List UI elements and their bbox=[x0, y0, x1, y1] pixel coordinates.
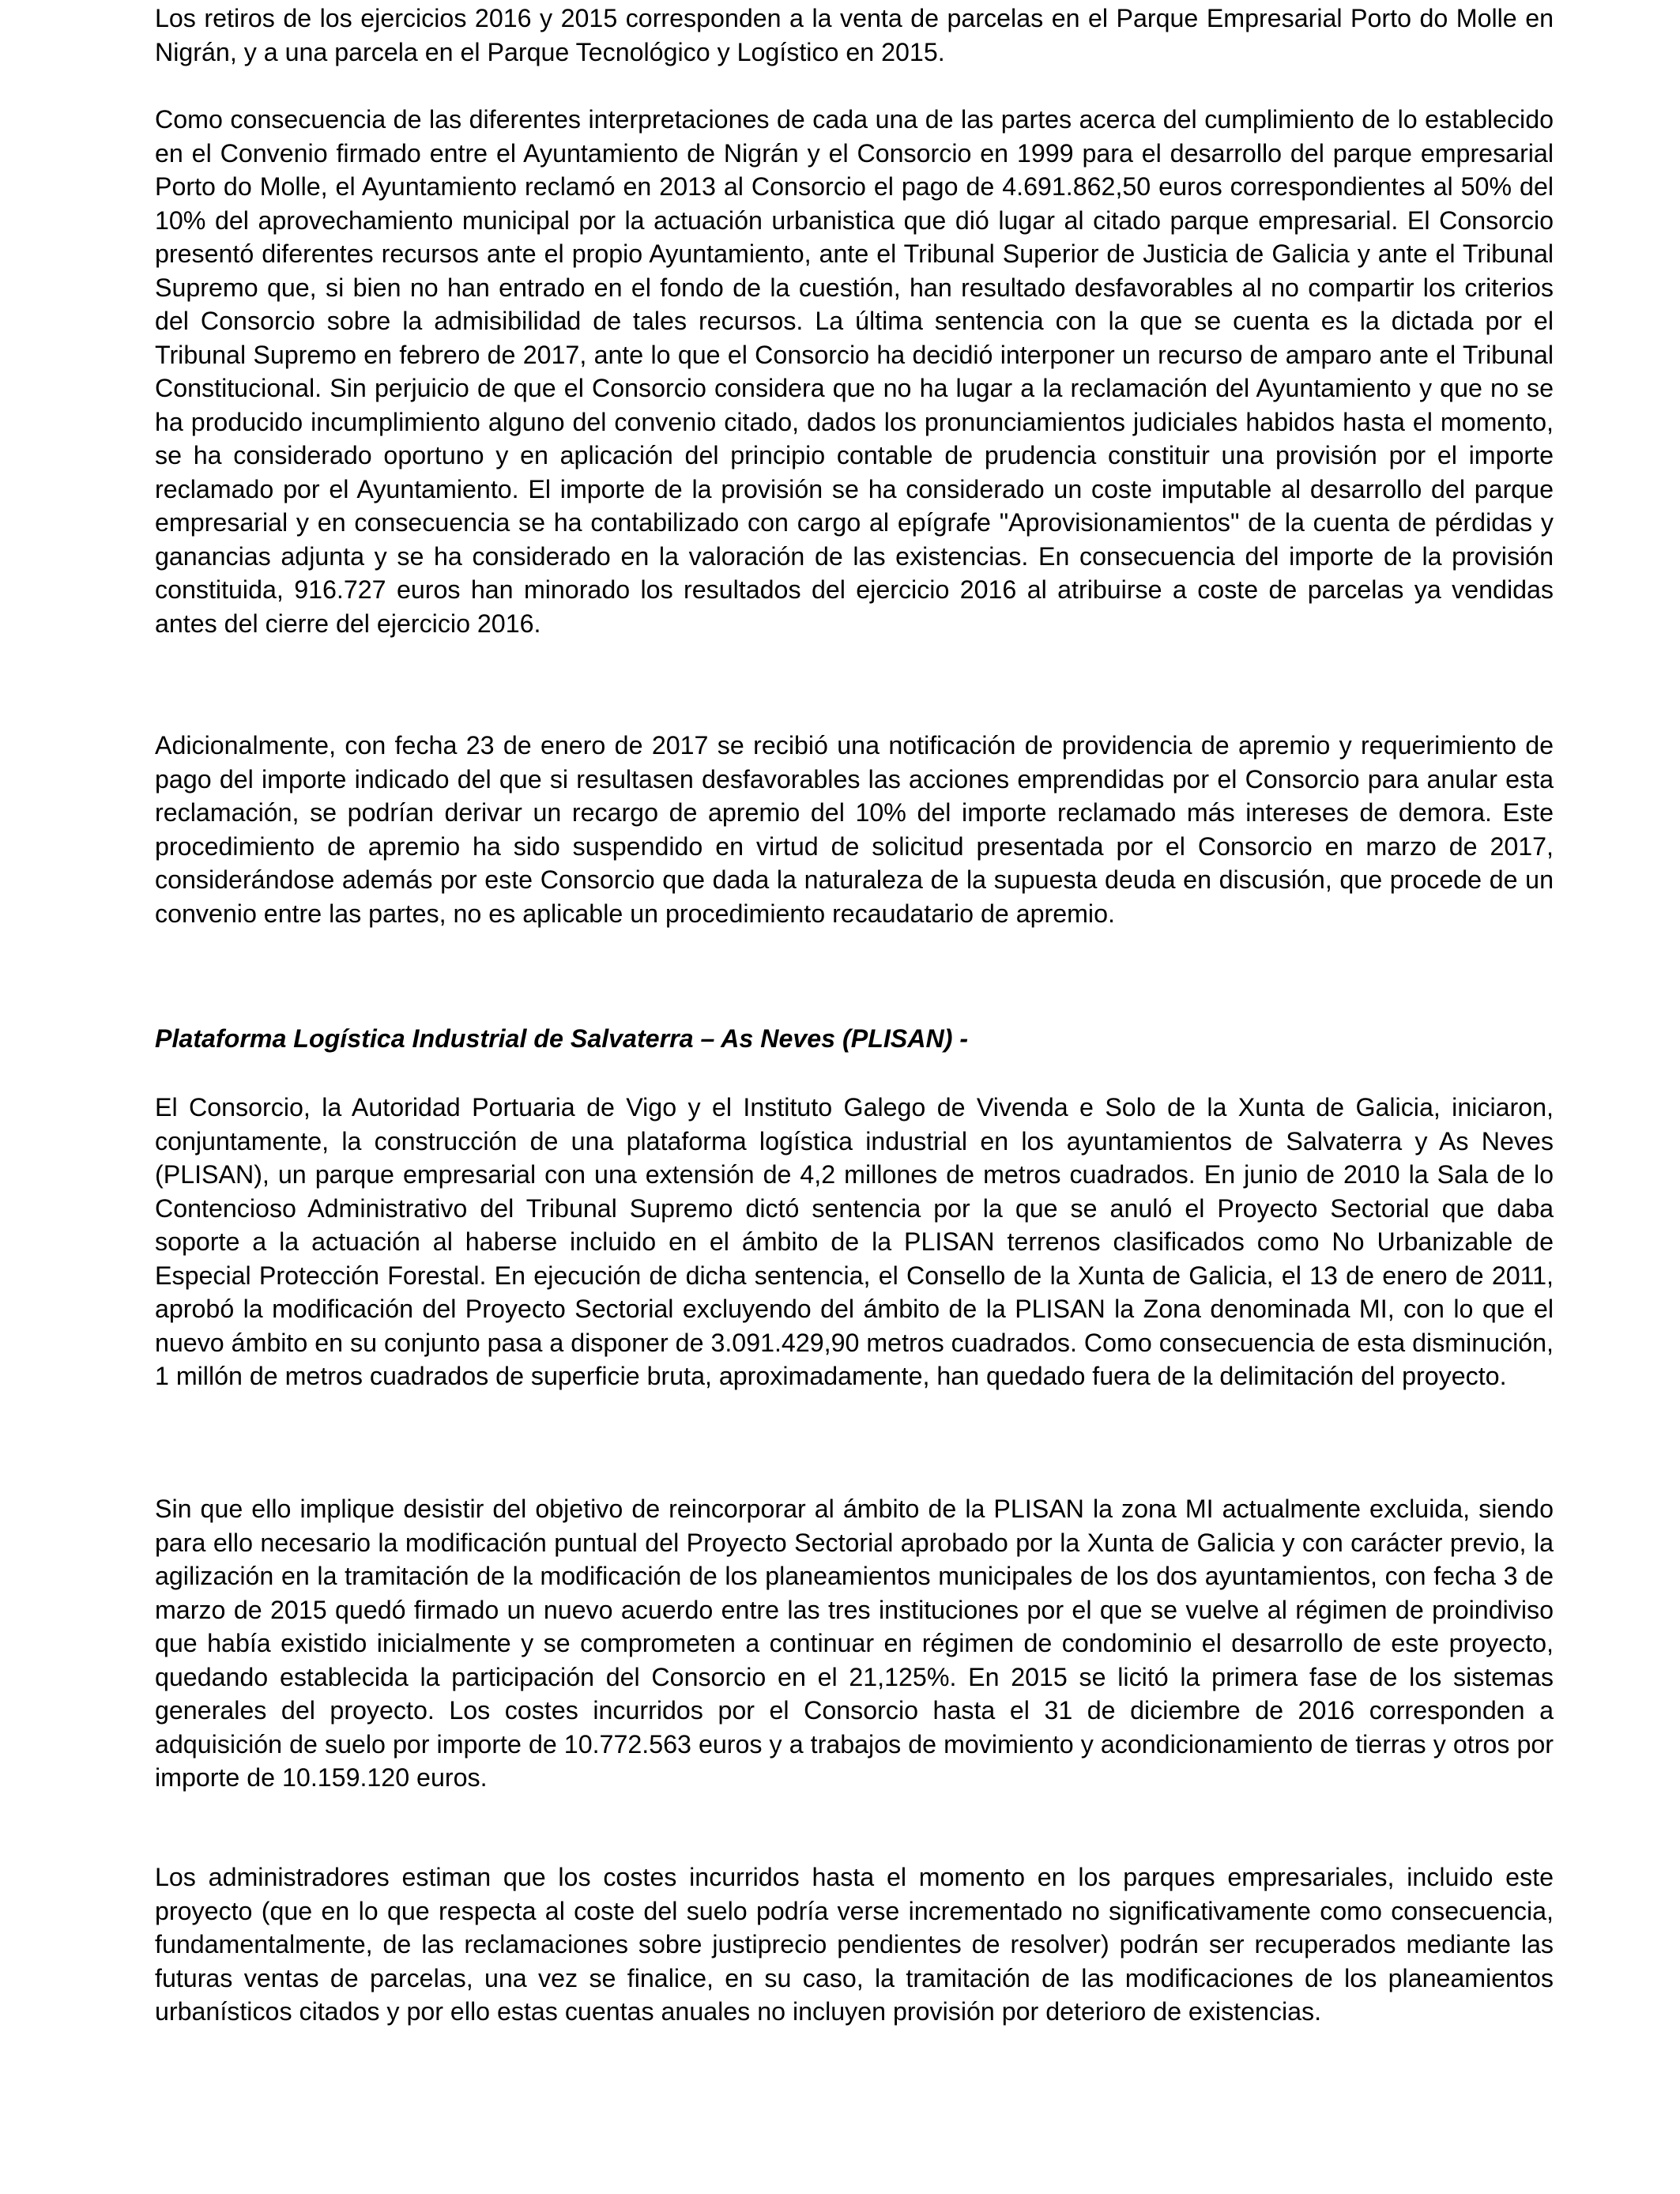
paragraph-convenio-nigran: Como consecuencia de las diferentes interpretaciones de cada una de las partes acerca del cumplimiento de lo establecido en el Convenio firmado entre el Ayuntamiento de Nigrán y el Consorcio en 1999 para el desarrollo del parque empresarial Porto do Molle, el Ayuntamiento reclamó en 2013 al Consorcio el pago de 4.691.862,50 euros correspondientes al 50% del 10% del aprovechamiento municipal por la actuación urbanistica que dió lugar al citado parque empresarial. El Consorcio presentó diferentes recursos ante el propio Ayuntamiento, ante el Tribunal Superior de Justicia de Galicia y ante el Tribunal Supremo que, si bien no han entrado en el fondo de la cuestión, han resultado desfavorables al no compartir los criterios del Consorcio sobre la admisibilidad de tales recursos. La última sentencia con la que se cuenta es la dictada por el Tribunal Supremo en febrero de 2017, ante lo que el Consorcio ha decidió interponer un recurso de amparo ante el Tribunal Constitucional. Sin perjuicio de que el Consorcio considera que no ha lugar a la reclamación del Ayuntamiento y que no se ha producido incumplimiento alguno del convenio citado, dados los pronunciamientos judiciales habidos hasta el momento, se ha considerado oportuno y en aplicación del principio contable de prudencia constituir una provisión por el importe reclamado por el Ayuntamiento. El importe de la provisión se ha considerado un coste imputable al desarrollo del parque empresarial y en consecuencia se ha contabilizado con cargo al epígrafe "Aprovisionamientos" de la cuenta de pérdidas y ganancias adjunta y se ha considerado en la valoración de las existencias. En consecuencia del importe de la provisión constituida, 916.727 euros han minorado los resultados del ejercicio 2016 al atribuirse a coste de parcelas ya vendidas antes del cierre del ejercicio 2016. bbox=[155, 105, 1554, 638]
paragraph-retiros: Los retiros de los ejercicios 2016 y 2015 corresponden a la venta de parcelas en el Parque Empresarial Porto do Molle en Nigrán, y a una parcela en el Parque Tecnológico y Logístico en 2015. bbox=[155, 4, 1554, 66]
paragraph-plisan-acuerdo: Sin que ello implique desistir del objetivo de reincorporar al ámbito de la PLISAN la zona MI actualmente excluida, siendo para ello necesario la modificación puntual del Proyecto Sectorial aprobado por la Xunta de Galicia y con carácter previo, la agilización en la tramitación de la modificación de los planeamientos municipales de los dos ayuntamientos, con fecha 3 de marzo de 2015 quedó firmado un nuevo acuerdo entre las tres instituciones por el que se vuelve al régimen de proindiviso que había existido inicialmente y se comprometen a continuar en régimen de condominio el desarrollo de este proyecto, quedando establecida la participación del Consorcio en el 21,125%. En 2015 se licitó la primera fase de los sistemas generales del proyecto. Los costes incurridos por el Consorcio hasta el 31 de diciembre de 2016 corresponden a adquisición de suelo por importe de 10.772.563 euros y a trabajos de movimiento y acondicionamiento de tierras y otros por importe de 10.159.120 euros. bbox=[155, 1495, 1554, 1792]
paragraph-administradores: Los administradores estiman que los costes incurridos hasta el momento en los parques empresariales, incluido este proyecto (que en lo que respecta al coste del suelo podría verse incrementado no significativamente como consecuencia, fundamentalmente, de las reclamaciones sobre justiprecio pendientes de resolver) podrán ser recuperados mediante las futuras ventas de parcelas, una vez se finalice, en su caso, la tramitación de las modificaciones de los planeamientos urbanísticos citados y por ello estas cuentas anuales no incluyen provisión por deterioro de existencias. bbox=[155, 1863, 1554, 2026]
section-heading-plisan: Plataforma Logística Industrial de Salvaterra – As Neves (PLISAN) - bbox=[155, 1024, 969, 1053]
document-page bbox=[155, 0, 1554, 2194]
paragraph-providencia-apremio: Adicionalmente, con fecha 23 de enero de 2017 se recibió una notificación de providencia de apremio y requerimiento de pago del importe indicado del que si resultasen desfavorables las acciones emprendidas por el Consorcio para anular esta reclamación, se podrían derivar un recargo de apremio del 10% del importe reclamado más intereses de demora. Este procedimiento de apremio ha sido suspendido en virtud de solicitud presentada por el Consorcio en marzo de 2017, considerándose además por este Consorcio que dada la naturaleza de la supuesta deuda en discusión, que procede de un convenio entre las partes, no es aplicable un procedimiento recaudatario de apremio. bbox=[155, 731, 1554, 928]
paragraph-plisan-origen: El Consorcio, la Autoridad Portuaria de Vigo y el Instituto Galego de Vivenda e Solo de la Xunta de Galicia, iniciaron, conjuntamente, la construcción de una plataforma logística industrial en los ayuntamientos de Salvaterra y As Neves (PLISAN), un parque empresarial con una extensión de 4,2 millones de metros cuadrados. En junio de 2010 la Sala de lo Contencioso Administrativo del Tribunal Supremo dictó sentencia por la que se anuló el Proyecto Sectorial que daba soporte a la actuación al haberse incluido en el ámbito de la PLISAN terrenos clasificados como No Urbanizable de Especial Protección Forestal. En ejecución de dicha sentencia, el Consello de la Xunta de Galicia, el 13 de enero de 2011, aprobó la modificación del Proyecto Sectorial excluyendo del ámbito de la PLISAN la Zona denominada MI, con lo que el nuevo ámbito en su conjunto pasa a disponer de 3.091.429,90 metros cuadrados. Como consecuencia de esta disminución, 1 millón de metros cuadrados de superficie bruta, aproximadamente, han quedado fuera de la delimitación del proyecto. bbox=[155, 1093, 1554, 1390]
